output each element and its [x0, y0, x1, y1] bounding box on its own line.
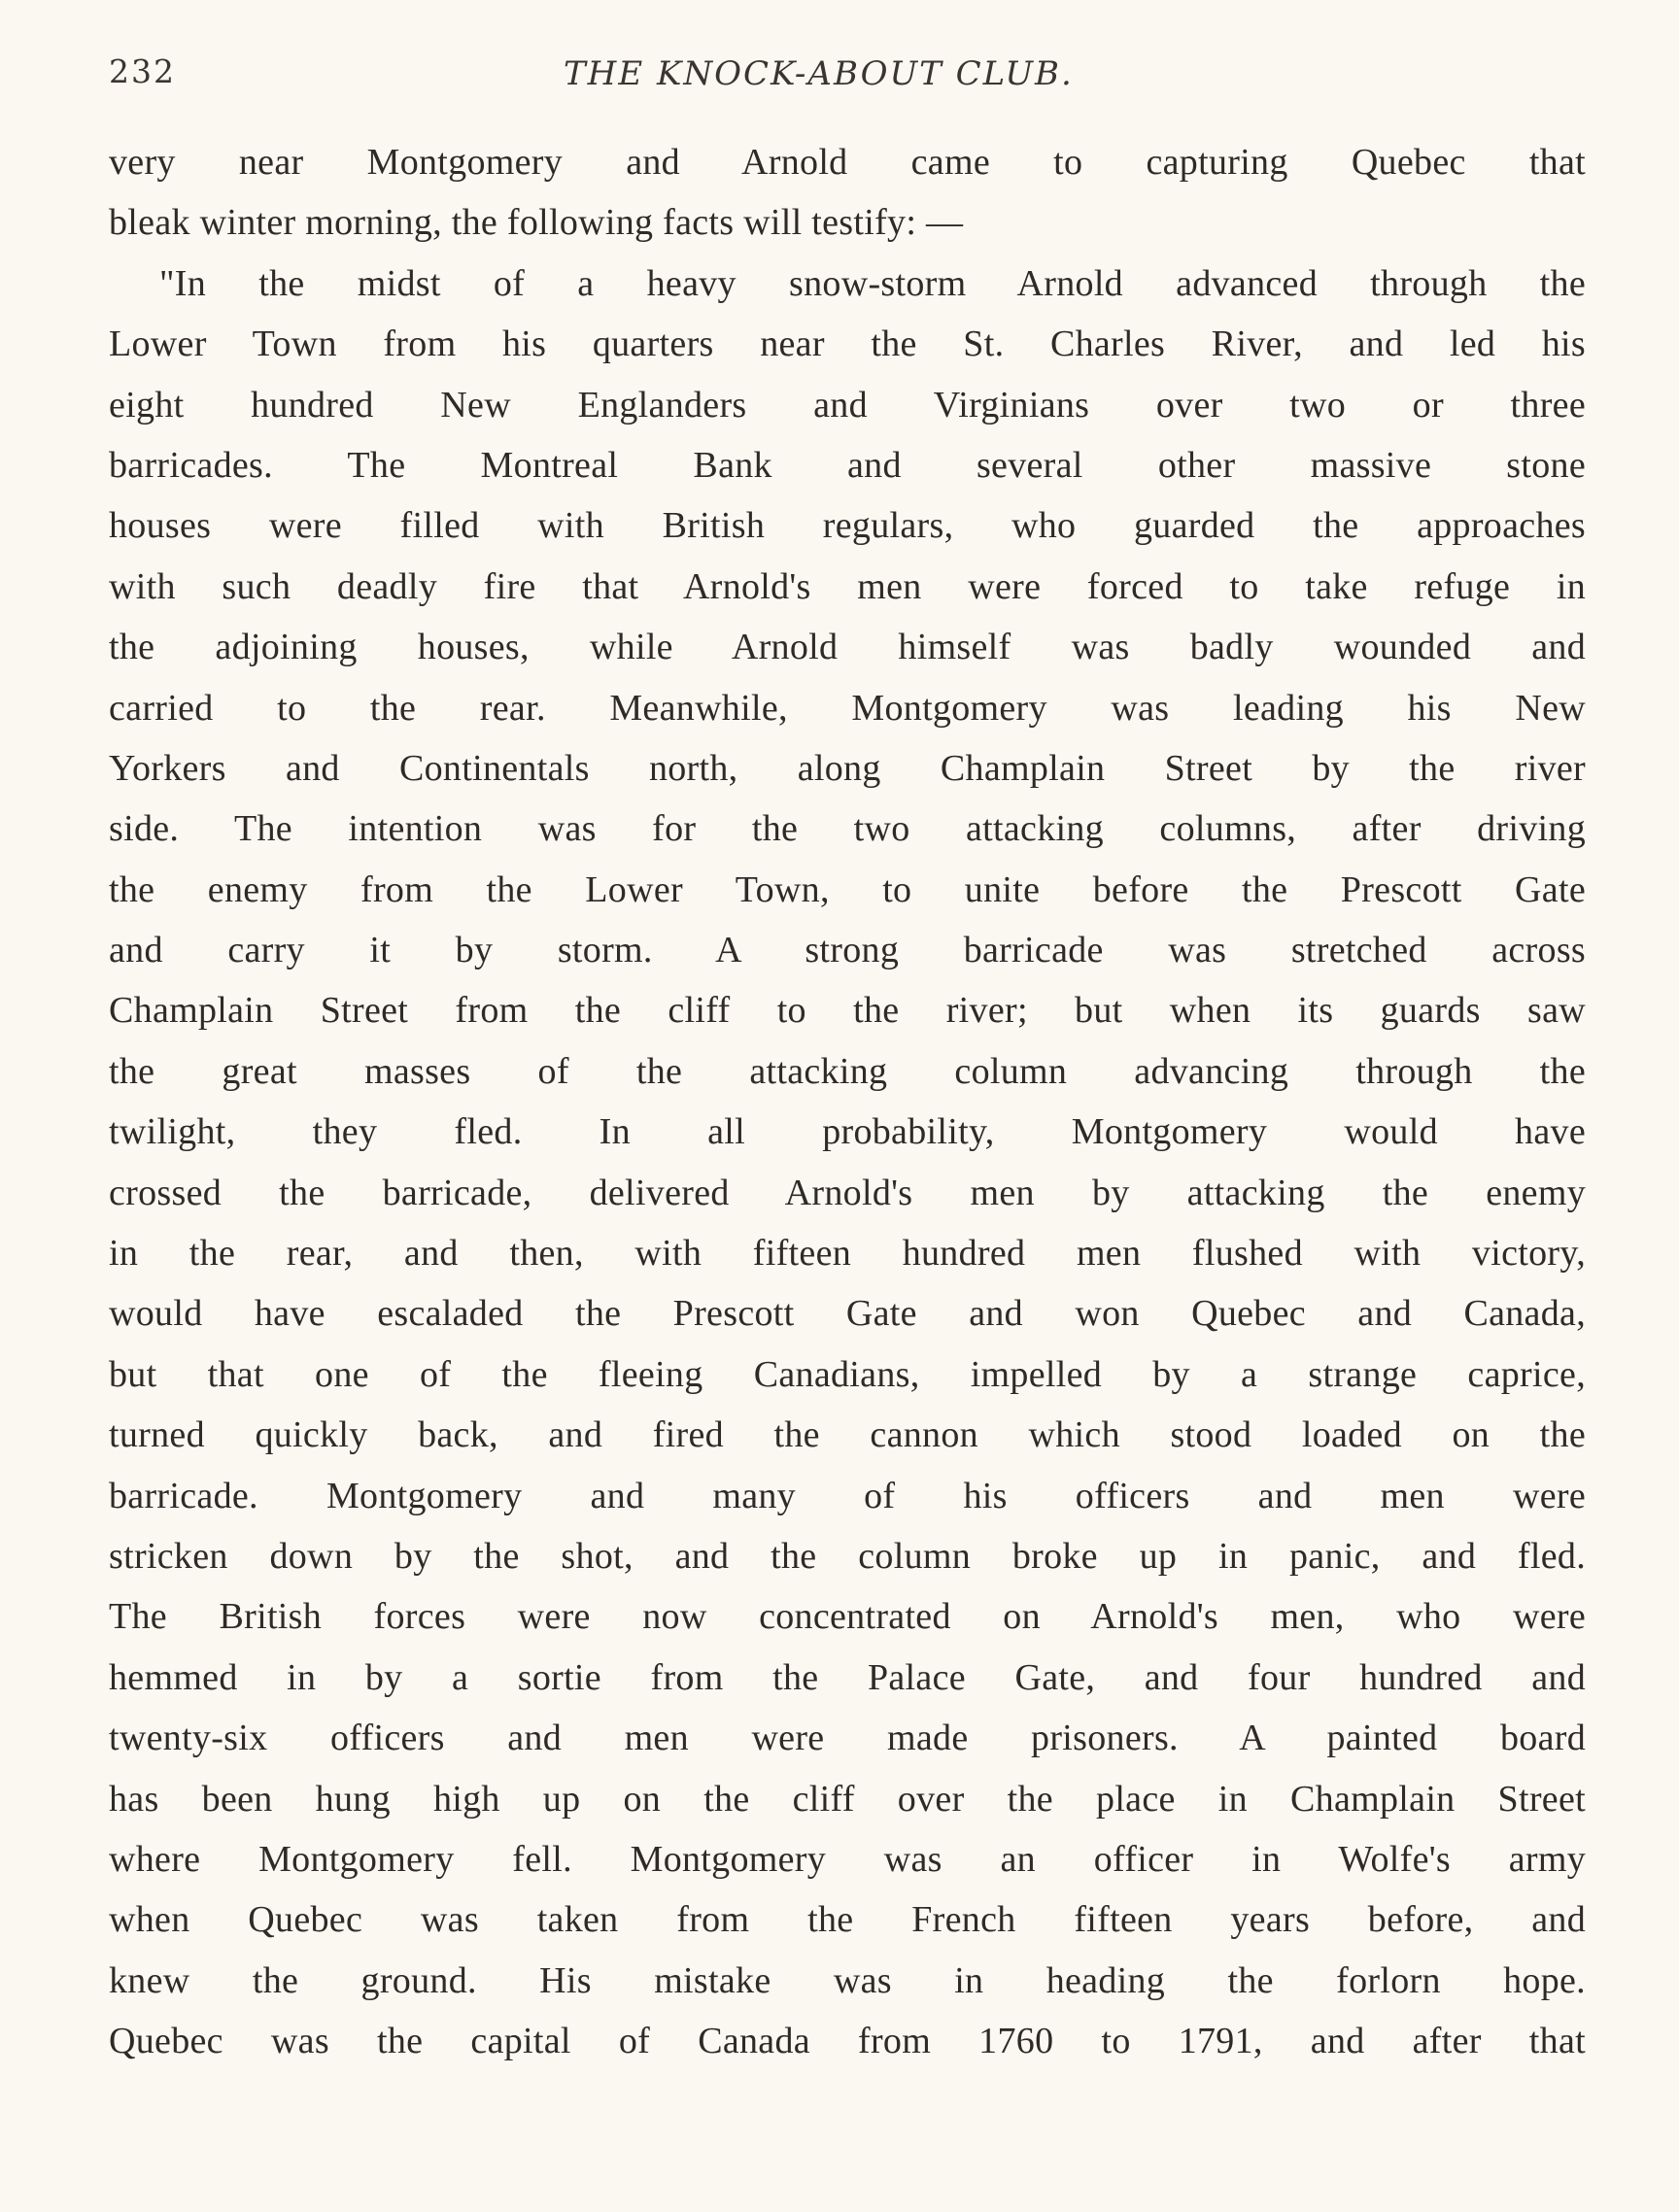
text-line: where Montgomery fell. Montgomery was an officer in Wolfe's army — [109, 1838, 1586, 1880]
text-line: Champlain Street from the cliff to the river; but when its guards saw — [109, 990, 1586, 1032]
text-line: eight hundred New Englanders and Virginians over two or three — [109, 384, 1586, 425]
text-line: very near Montgomery and Arnold came to capturing Quebec that — [109, 142, 1586, 183]
text-line: The British forces were now concentrated on Arnold's men, who were — [109, 1596, 1586, 1638]
text-line: has been hung high up on the cliff over the place in Champlain Street — [109, 1778, 1586, 1820]
text-line: the great masses of the attacking column advancing through the — [109, 1050, 1586, 1092]
text-line: but that one of the fleeing Canadians, impelled by a strange caprice, — [109, 1353, 1586, 1395]
text-line: with such deadly fire that Arnold's men were forced to take refuge in — [109, 565, 1586, 607]
text-line: twilight, they fled. In all probability, Montgomery would have — [109, 1111, 1586, 1153]
text-line: barricades. The Montreal Bank and several other massive stone — [109, 444, 1586, 486]
text-line: Quebec was the capital of Canada from 1760 to 1791, and after that — [109, 2021, 1586, 2062]
text-line: would have escaladed the Prescott Gate and won Quebec and Canada, — [109, 1293, 1586, 1335]
text-line: carried to the rear. Meanwhile, Montgomery was leading his New — [109, 687, 1586, 729]
text-line: knew the ground. His mistake was in heading the forlorn hope. — [109, 1959, 1586, 2001]
text-line: "In the midst of a heavy snow-storm Arnold advanced through the — [159, 262, 1586, 304]
text-line: Lower Town from his quarters near the St. Charles River, and led his — [109, 323, 1586, 365]
body-text — [109, 132, 1586, 2072]
text-line: bleak winter morning, the following facts will testify: — — [109, 202, 964, 244]
text-line: the enemy from the Lower Town, to unite before the Prescott Gate — [109, 868, 1586, 910]
text-line: crossed the barricade, delivered Arnold's men by attacking the enemy — [109, 1172, 1586, 1213]
running-title: THE KNOCK-ABOUT CLUB. — [564, 54, 1074, 93]
page-number: 232 — [109, 52, 176, 90]
text-line: and carry it by storm. A strong barricade was stretched across — [109, 930, 1586, 971]
text-line: the adjoining houses, while Arnold himself was badly wounded and — [109, 627, 1586, 668]
text-line: when Quebec was taken from the French fifteen years before, and — [109, 1899, 1586, 1941]
text-line: in the rear, and then, with fifteen hundred men flushed with victory, — [109, 1233, 1586, 1275]
text-line: barricade. Montgomery and many of his officers and men were — [109, 1475, 1586, 1516]
text-line: stricken down by the shot, and the column broke up in panic, and fled. — [109, 1535, 1586, 1577]
text-line: turned quickly back, and fired the cannon which stood loaded on the — [109, 1414, 1586, 1456]
text-line: hemmed in by a sortie from the Palace Gate, and four hundred and — [109, 1656, 1586, 1698]
text-line: houses were filled with British regulars, who guarded the approaches — [109, 505, 1586, 547]
text-line: side. The intention was for the two attacking columns, after driving — [109, 808, 1586, 850]
running-head — [109, 43, 1586, 130]
text-line: twenty-six officers and men were made prisoners. A painted board — [109, 1718, 1586, 1759]
text-line: Yorkers and Continentals north, along Champlain Street by the river — [109, 747, 1586, 789]
